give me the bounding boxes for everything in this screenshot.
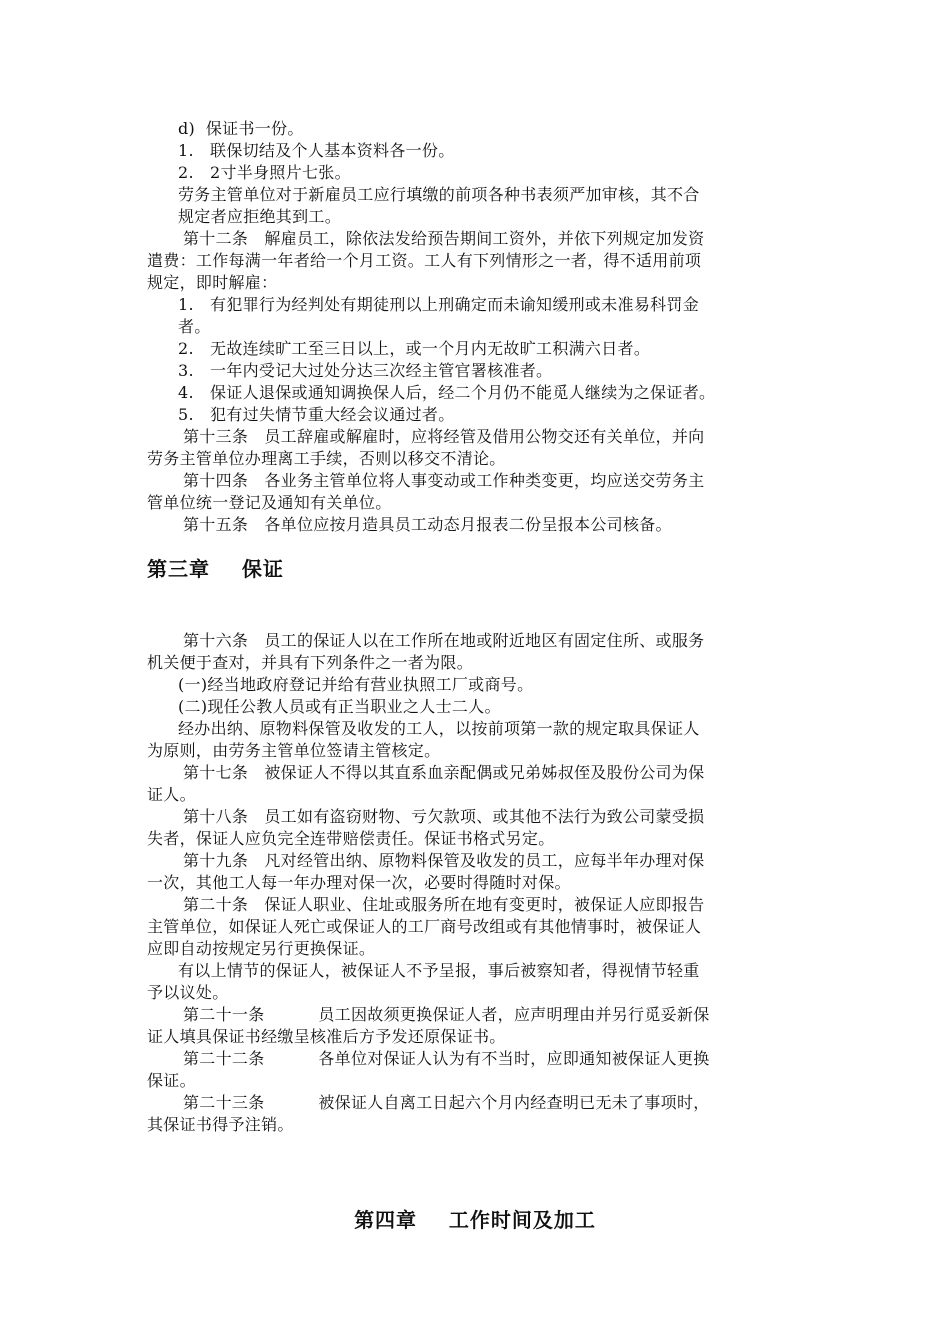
list-item: 2. 无故连续旷工至三日以上，或一个月内无故旷工积满六日者。: [178, 339, 651, 358]
text-line: 有以上情节的保证人，被保证人不予呈报，事后被察知者，得视情节轻重: [178, 961, 700, 980]
text-line: 为原则，由劳务主管单位签请主管核定。: [147, 741, 441, 760]
text-line: 证人填具保证书经缴呈核准后方予发还原保证书。: [147, 1027, 506, 1046]
article-13: 第十三条 员工辞雇或解雇时，应将经管及借用公物交还有关单位，并向: [183, 427, 705, 446]
list-item: 1. 有犯罪行为经判处有期徒刑以上刑确定而未谕知缓刑或未准易科罚金: [178, 295, 700, 314]
chapter-3-heading: 第三章 保证: [147, 557, 284, 581]
article-22: 第二十二条 各单位对保证人认为有不当时，应即通知被保证人更换: [183, 1049, 710, 1068]
text-line: 规定者应拒绝其到工。: [178, 207, 342, 226]
text-line: d) 保证书一份。: [178, 119, 304, 138]
text-line: 1. 联保切结及个人基本资料各一份。: [178, 141, 455, 160]
text-line: 2. 2寸半身照片七张。: [178, 163, 351, 182]
article-19: 第十九条 凡对经管出纳、原物料保管及收发的员工，应每半年办理对保: [183, 851, 705, 870]
text-line: 经办出纳、原物料保管及收发的工人，以按前项第一款的规定取具保证人: [178, 719, 700, 738]
text-line: 遣费：工作每满一年者给一个月工资。工人有下列情形之一者，得不适用前项: [147, 251, 702, 270]
article-17: 第十七条 被保证人不得以其直系血亲配偶或兄弟姊叔侄及股份公司为保: [183, 763, 705, 782]
text-line: 予以议处。: [147, 983, 229, 1002]
article-12: 第十二条 解雇员工，除依法发给预告期间工资外，并依下列规定加发资: [183, 229, 705, 248]
text-line: 保证。: [147, 1071, 196, 1090]
article-14: 第十四条 各业务主管单位将人事变动或工作种类变更，均应送交劳务主: [183, 471, 705, 490]
article-21: 第二十一条 员工因故须更换保证人者，应声明理由并另行觅妥新保: [183, 1005, 710, 1024]
text-line: 证人。: [147, 785, 196, 804]
list-item: (二)现任公教人员或有正当职业之人士二人。: [178, 697, 501, 716]
article-15: 第十五条 各单位应按月造具员工动态月报表二份呈报本公司核备。: [183, 515, 672, 534]
article-18: 第十八条 员工如有盗窃财物、亏欠款项、或其他不法行为致公司蒙受损: [183, 807, 705, 826]
list-item: 5. 犯有过失情节重大经会议通过者。: [178, 405, 455, 424]
text-line: 管单位统一登记及通知有关单位。: [147, 493, 392, 512]
text-line: 主管单位，如保证人死亡或保证人的工厂商号改组或有其他情事时，被保证人: [147, 917, 702, 936]
article-23: 第二十三条 被保证人自离工日起六个月内经查明已无未了事项时，: [183, 1093, 710, 1112]
text-line: 规定，即时解雇：: [147, 273, 278, 292]
text-line: 机关便于查对，并具有下列条件之一者为限。: [147, 653, 474, 672]
text-line: 其保证书得予注销。: [147, 1115, 294, 1134]
text-line: 一次，其他工人每一年办理对保一次，必要时得随时对保。: [147, 873, 571, 892]
article-20: 第二十条 保证人职业、住址或服务所在地有变更时，被保证人应即报告: [183, 895, 705, 914]
text-line: 劳务主管单位办理离工手续，否则以移交不清论。: [147, 449, 506, 468]
list-item: (一)经当地政府登记并给有营业执照工厂或商号。: [178, 675, 534, 694]
list-item: 3. 一年内受记大过处分达三次经主管官署核准者。: [178, 361, 553, 380]
list-item: 4. 保证人退保或通知调换保人后，经二个月仍不能觅人继续为之保证者。: [178, 383, 716, 402]
text-line: 劳务主管单位对于新雇员工应行填缴的前项各种书表须严加审核，其不合: [178, 185, 700, 204]
text-line: 者。: [178, 317, 211, 336]
text-line: 失者，保证人应负完全连带赔偿责任。保证书格式另定。: [147, 829, 555, 848]
article-16: 第十六条 员工的保证人以在工作所在地或附近地区有固定住所、或服务: [183, 631, 705, 650]
chapter-4-heading: 第四章 工作时间及加工: [354, 1208, 596, 1232]
text-line: 应即自动按规定另行更换保证。: [147, 939, 376, 958]
